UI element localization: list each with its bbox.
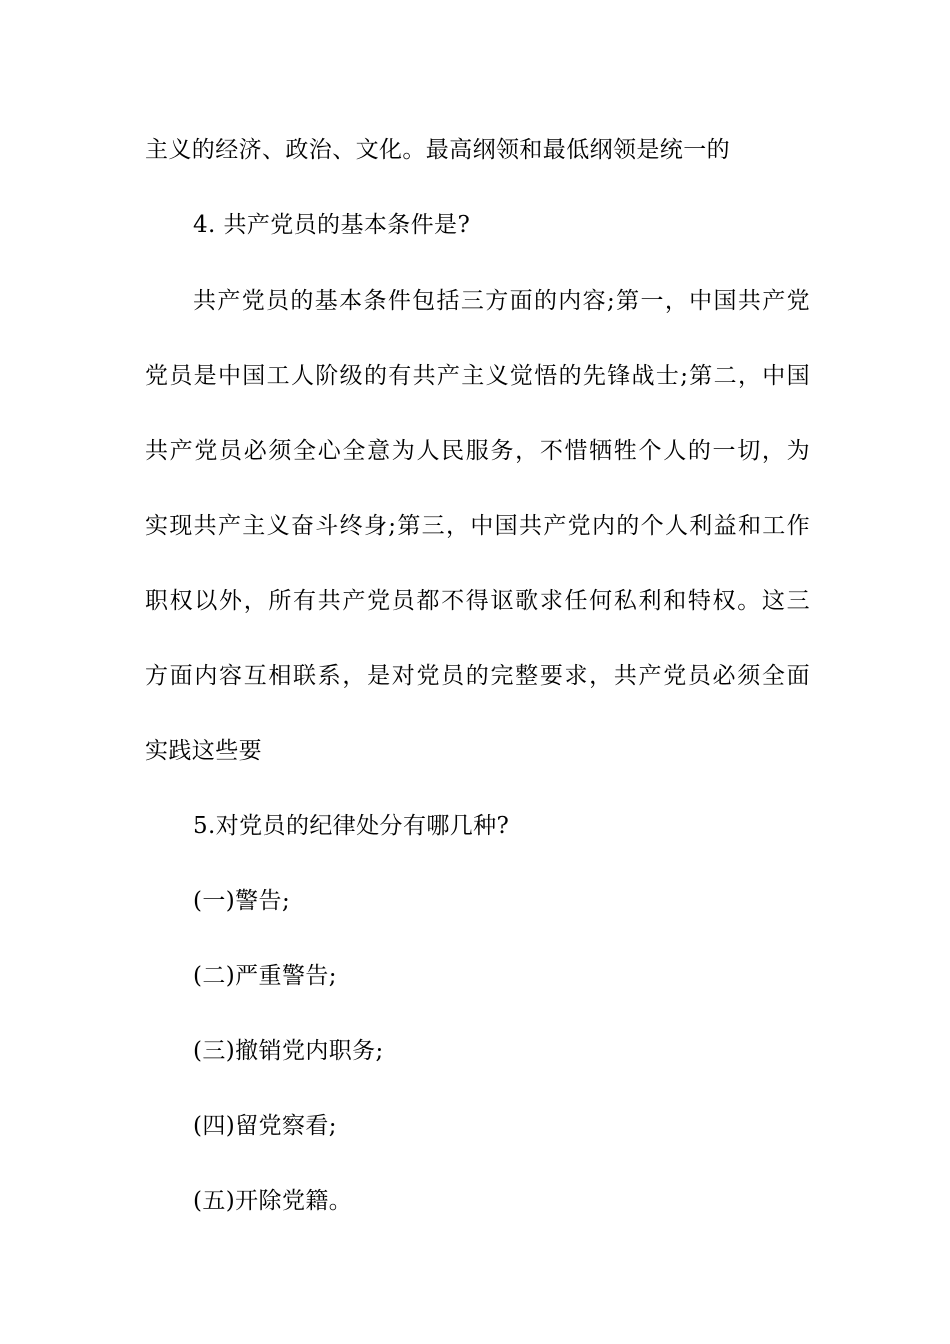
question-4-heading: 4. 共产党员的基本条件是? [193, 212, 471, 238]
text-line-6: 实现共产主义奋斗终身;第三，中国共产党内的个人利益和工作 [145, 513, 810, 539]
text-line-5: 共产党员必须全心全意为人民服务，不惜牺牲个人的一切，为 [145, 438, 810, 464]
text-line-7: 职权以外，所有共产党员都不得讴歌求任何私利和特权。这三 [145, 588, 810, 614]
question-5-heading: 5.对党员的纪律处分有哪几种? [193, 813, 510, 839]
text-line-9: 实践这些要 [145, 738, 262, 764]
list-item-remove-post: (三)撤销党内职务; [193, 1038, 384, 1064]
text-line-8: 方面内容互相联系，是对党员的完整要求，共产党员必须全面 [145, 663, 810, 689]
text-line-3: 共产党员的基本条件包括三方面的内容;第一，中国共产党 [193, 288, 810, 314]
list-item-warning: (一)警告; [193, 888, 291, 914]
text-line-4: 党员是中国工人阶级的有共产主义觉悟的先锋战士;第二，中国 [145, 363, 810, 389]
text-line-1: 主义的经济、政治、文化。最高纲领和最低纲领是统一的 [145, 137, 730, 163]
list-item-serious-warning: (二)严重警告; [193, 963, 337, 989]
list-item-probation: (四)留党察看; [193, 1113, 337, 1139]
list-item-expulsion: (五)开除党籍。 [193, 1188, 353, 1214]
